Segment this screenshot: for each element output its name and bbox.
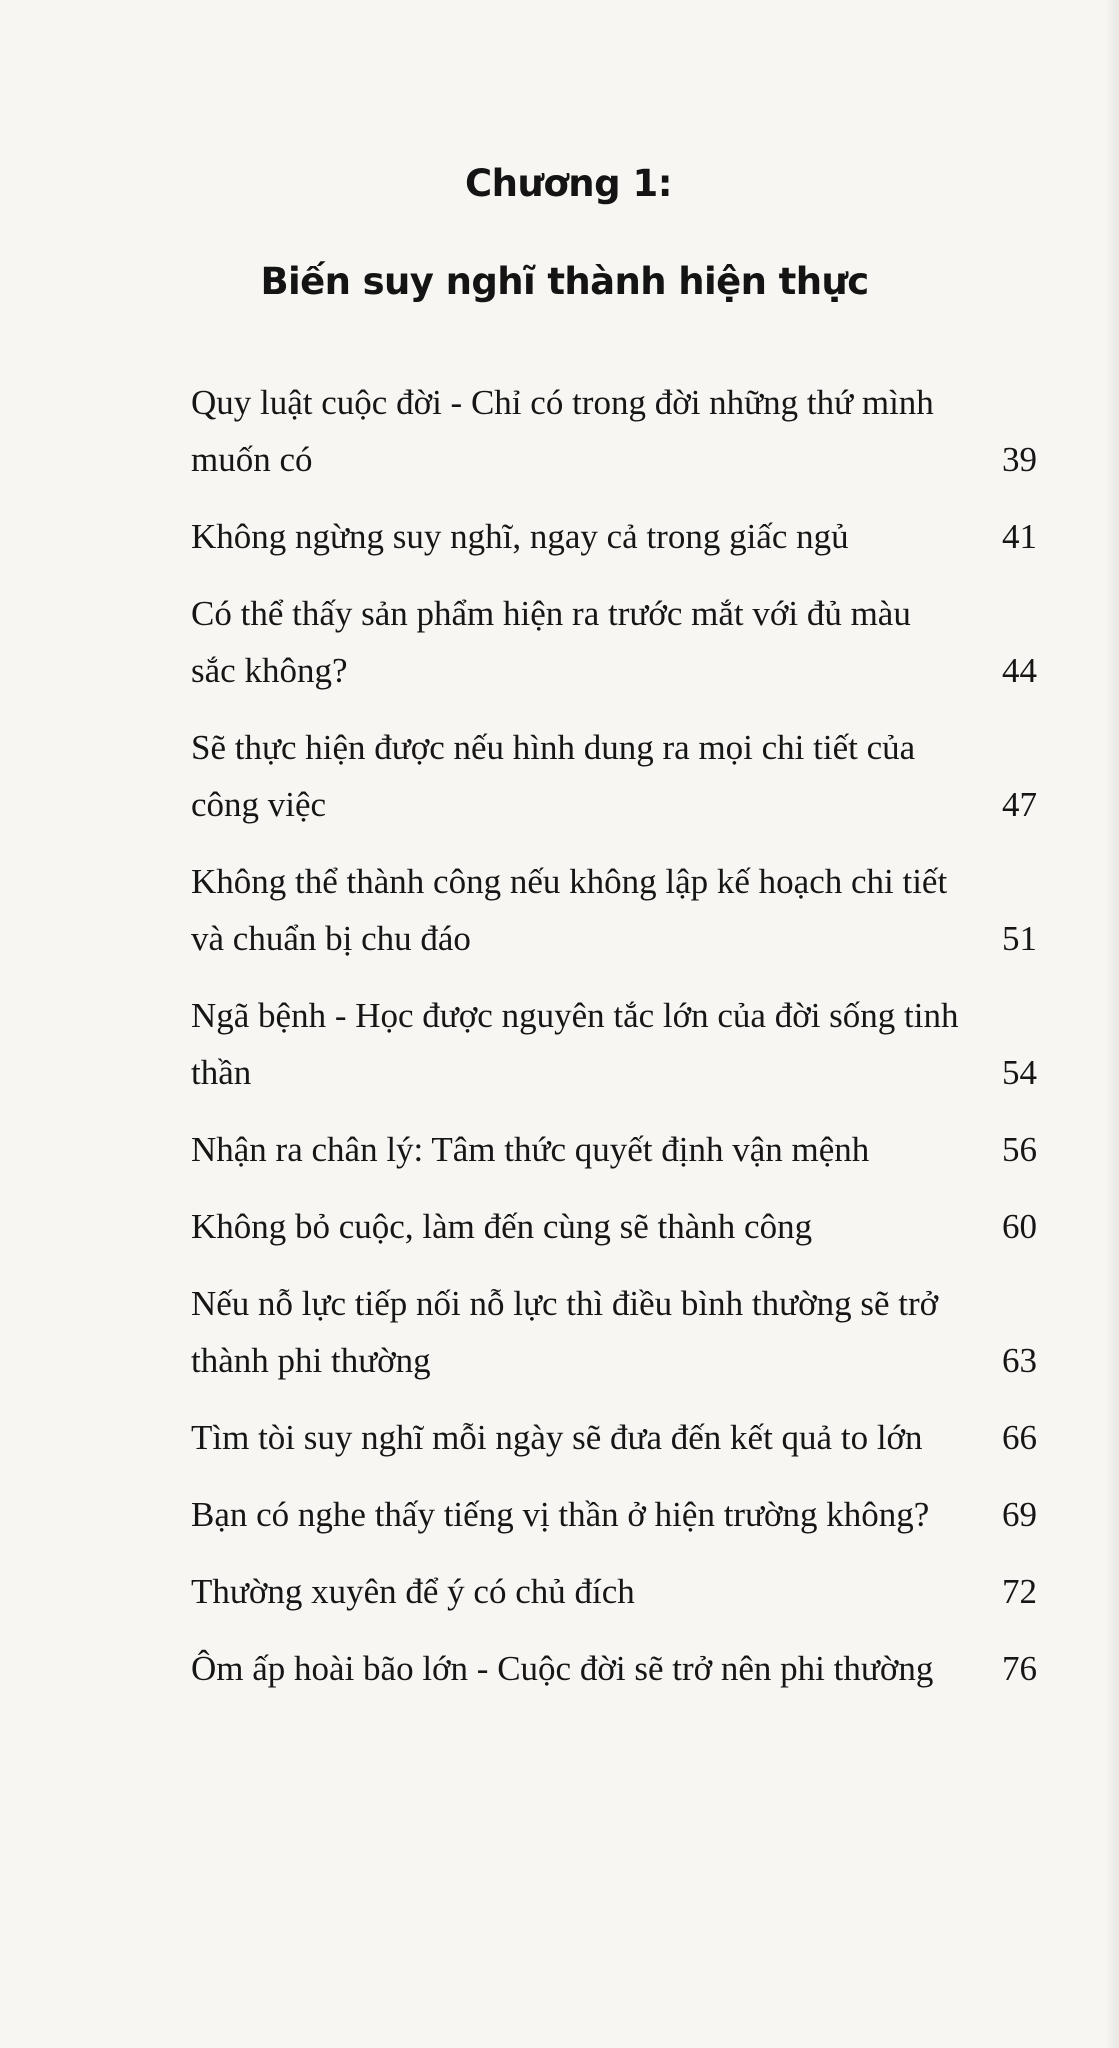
toc-entry-title: Không ngừng suy nghĩ, ngay cả trong giấc ngủ — [191, 517, 849, 556]
toc-entry-title: Ngã bệnh - Học được nguyên tắc lớn của đời sống tinh thần — [191, 996, 959, 1092]
toc-entry-title: Nhận ra chân lý: Tâm thức quyết định vận mệnh — [191, 1130, 870, 1169]
chapter-number: Chương 1: — [464, 162, 672, 205]
toc-entry-page-number: 54 — [1002, 1053, 1037, 1092]
toc-entry — [191, 374, 1037, 488]
toc-entry-title: Ôm ấp hoài bão lớn - Cuộc đời sẽ trở nên phi thường — [191, 1649, 934, 1688]
toc-entry-page-number: 56 — [1002, 1130, 1037, 1169]
toc-entry-page-number: 76 — [1002, 1649, 1037, 1688]
toc-entry-title: Không thể thành công nếu không lập kế hoạch chi tiết và chuẩn bị chu đáo — [191, 862, 948, 958]
toc-entry-page-number: 44 — [1002, 651, 1037, 690]
toc-entry-title: Quy luật cuộc đời - Chỉ có trong đời những thứ mình muốn có — [191, 383, 934, 479]
toc-entry — [191, 719, 1037, 833]
toc-entry — [191, 1121, 1037, 1178]
toc-entry — [191, 1563, 1037, 1620]
toc-entry-page-number: 66 — [1002, 1418, 1037, 1457]
toc-entry-page-number: 51 — [1002, 919, 1037, 958]
toc-entry-page-number: 69 — [1002, 1495, 1037, 1534]
toc-entry-title: Thường xuyên để ý có chủ đích — [191, 1572, 635, 1611]
toc-entry-page-number: 72 — [1002, 1572, 1037, 1611]
chapter-title: Biến suy nghĩ thành hiện thực — [260, 260, 869, 303]
page-edge-shadow — [1105, 0, 1119, 2048]
toc-entry-page-number: 39 — [1002, 440, 1037, 479]
toc-entry — [191, 1409, 1037, 1466]
chapter-heading — [0, 160, 1119, 306]
toc-entry-title: Có thể thấy sản phẩm hiện ra trước mắt với đủ màu sắc không? — [191, 594, 911, 690]
toc-entry — [191, 853, 1037, 967]
toc-entry-page-number: 60 — [1002, 1207, 1037, 1246]
toc-entry-title: Bạn có nghe thấy tiếng vị thần ở hiện trường không? — [191, 1495, 930, 1534]
toc-entry — [191, 585, 1037, 699]
toc-entry-page-number: 63 — [1002, 1341, 1037, 1380]
toc-entry-title: Không bỏ cuộc, làm đến cùng sẽ thành công — [191, 1207, 813, 1246]
toc-entry-title: Tìm tòi suy nghĩ mỗi ngày sẽ đưa đến kết quả to lớn — [191, 1418, 923, 1457]
toc-entry — [191, 1640, 1037, 1697]
toc-entry — [191, 508, 1037, 565]
table-of-contents — [191, 374, 1037, 1717]
toc-entry-title: Sẽ thực hiện được nếu hình dung ra mọi chi tiết của công việc — [191, 728, 916, 824]
toc-entry — [191, 1486, 1037, 1543]
toc-entry — [191, 987, 1037, 1101]
toc-entry — [191, 1275, 1037, 1389]
toc-entry-page-number: 41 — [1002, 517, 1037, 556]
toc-entry — [191, 1198, 1037, 1255]
toc-entry-page-number: 47 — [1002, 785, 1037, 824]
toc-entry-title: Nếu nỗ lực tiếp nối nỗ lực thì điều bình thường sẽ trở thành phi thường — [191, 1284, 939, 1380]
